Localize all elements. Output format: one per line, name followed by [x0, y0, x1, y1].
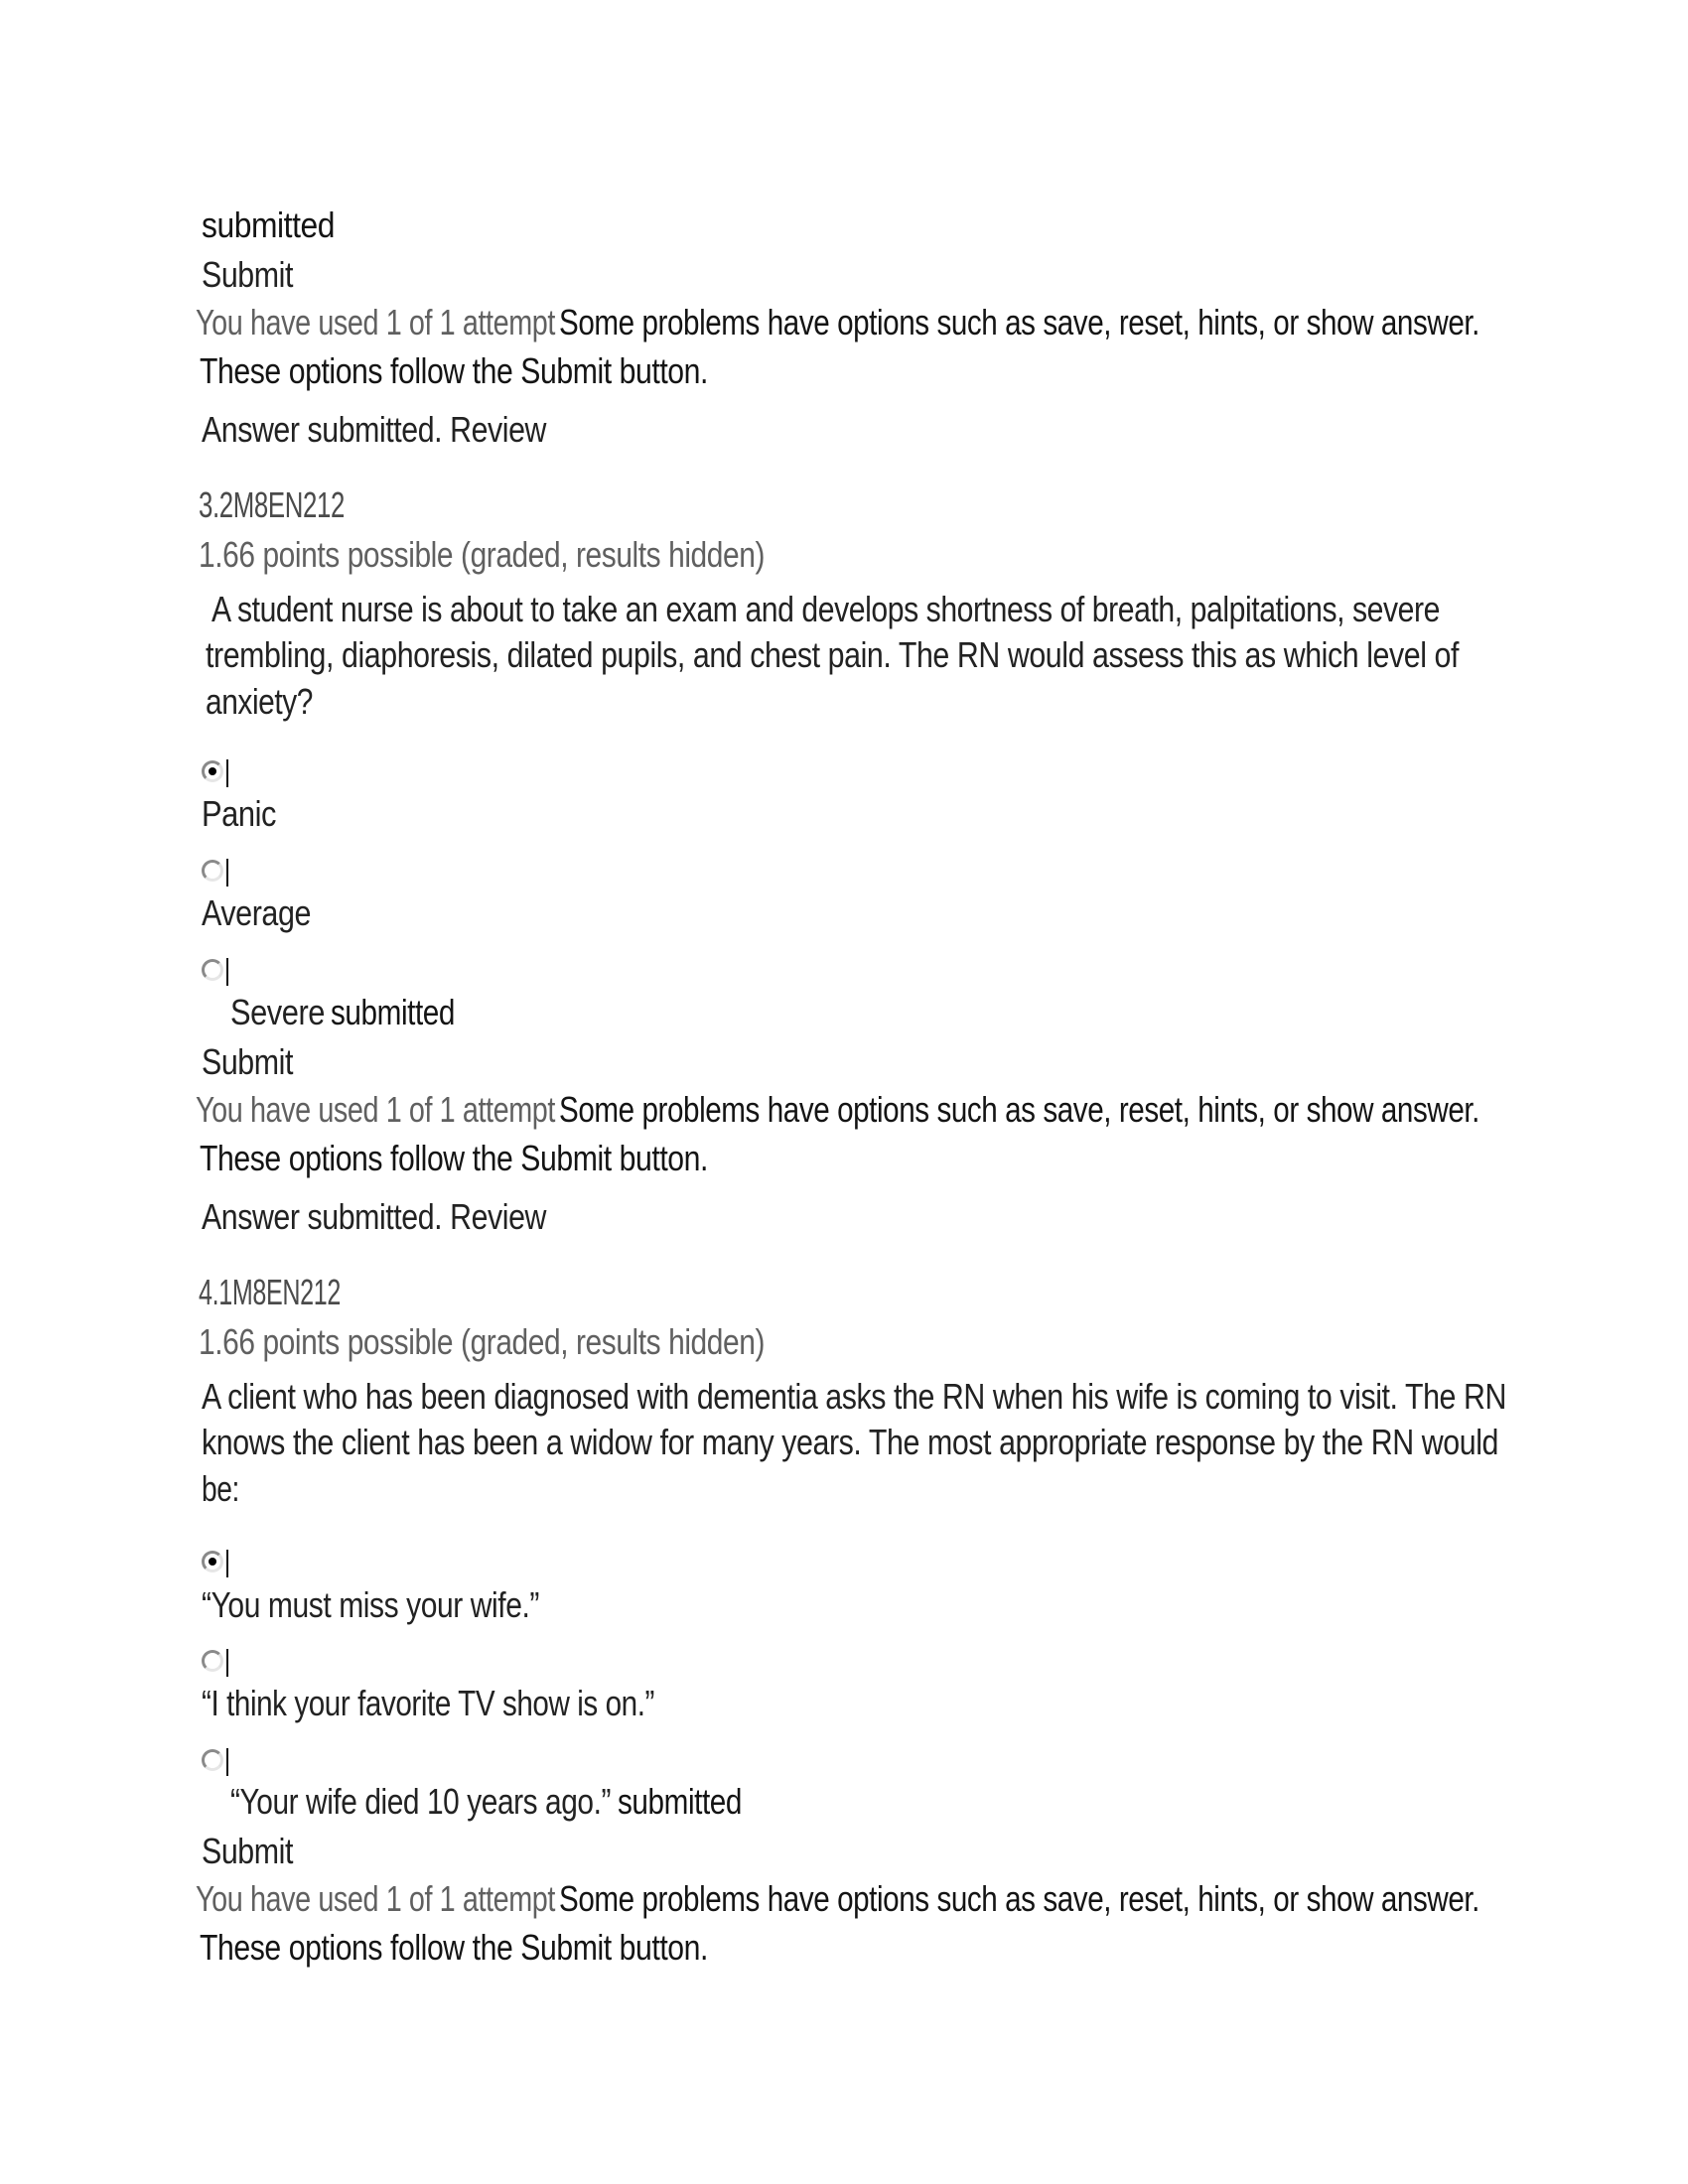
radio-option-wife-died[interactable]: [202, 1749, 223, 1771]
answer-submitted-review[interactable]: Answer submitted. Review: [202, 409, 546, 450]
question-id: 3.2M8EN212: [199, 484, 345, 525]
option-label-tv-show[interactable]: “I think your favorite TV show is on.”: [202, 1683, 654, 1723]
question-text-line: trembling, diaphoresis, dilated pupils, and chest pain. The RN would assess this as which level of: [206, 634, 1459, 675]
radio-option-severe[interactable]: [202, 959, 223, 981]
option-label-average[interactable]: Average: [202, 892, 311, 933]
submission-status: submitted: [331, 992, 455, 1032]
option-label-miss-wife[interactable]: “You must miss your wife.”: [202, 1584, 539, 1625]
option-label-panic[interactable]: Panic: [202, 793, 276, 834]
radio-option-panic[interactable]: [202, 760, 223, 782]
radio-option-tv-show[interactable]: [202, 1650, 223, 1672]
question-id: 4.1M8EN212: [199, 1272, 341, 1312]
attempts-used: You have used 1 of 1 attempt: [196, 302, 555, 342]
question-text-line: A student nurse is about to take an exam and develops shortness of breath, palpitations, severe: [211, 589, 1440, 629]
points-possible: 1.66 points possible (graded, results hidden): [199, 534, 765, 575]
submission-status: submitted: [618, 1781, 742, 1822]
options-note: Some problems have options such as save, reset, hints, or show answer.: [559, 302, 1479, 342]
options-note: Some problems have options such as save, reset, hints, or show answer.: [559, 1089, 1479, 1130]
submit-button[interactable]: Submit: [202, 1041, 293, 1082]
radio-option-miss-wife[interactable]: [202, 1551, 223, 1572]
option-label-severe[interactable]: Severe: [230, 992, 325, 1032]
text-caret: [226, 859, 228, 887]
attempts-used: You have used 1 of 1 attempt: [196, 1089, 555, 1130]
submit-button[interactable]: Submit: [202, 254, 293, 295]
answer-submitted-review[interactable]: Answer submitted. Review: [202, 1196, 546, 1237]
question-text-line: be:: [202, 1468, 239, 1509]
question-text-line: A client who has been diagnosed with dementia asks the RN when his wife is coming to visit. The RN: [202, 1376, 1506, 1417]
options-note-continued: These options follow the Submit button.: [200, 1138, 708, 1178]
options-note-continued: These options follow the Submit button.: [200, 1927, 708, 1968]
text-caret: [226, 1550, 228, 1577]
submit-button[interactable]: Submit: [202, 1831, 293, 1871]
submission-status: submitted: [202, 205, 335, 245]
text-caret: [226, 958, 228, 986]
radio-option-average[interactable]: [202, 860, 223, 882]
text-caret: [226, 1748, 228, 1776]
attempts-used: You have used 1 of 1 attempt: [196, 1878, 555, 1919]
options-note-continued: These options follow the Submit button.: [200, 350, 708, 391]
option-label-wife-died[interactable]: “Your wife died 10 years ago.”: [230, 1781, 611, 1822]
points-possible: 1.66 points possible (graded, results hidden): [199, 1321, 765, 1362]
text-caret: [226, 759, 228, 787]
text-caret: [226, 1649, 228, 1677]
question-text-line: anxiety?: [206, 681, 313, 722]
options-note: Some problems have options such as save, reset, hints, or show answer.: [559, 1878, 1479, 1919]
question-text-line: knows the client has been a widow for many years. The most appropriate response by the RN would: [202, 1422, 1498, 1462]
